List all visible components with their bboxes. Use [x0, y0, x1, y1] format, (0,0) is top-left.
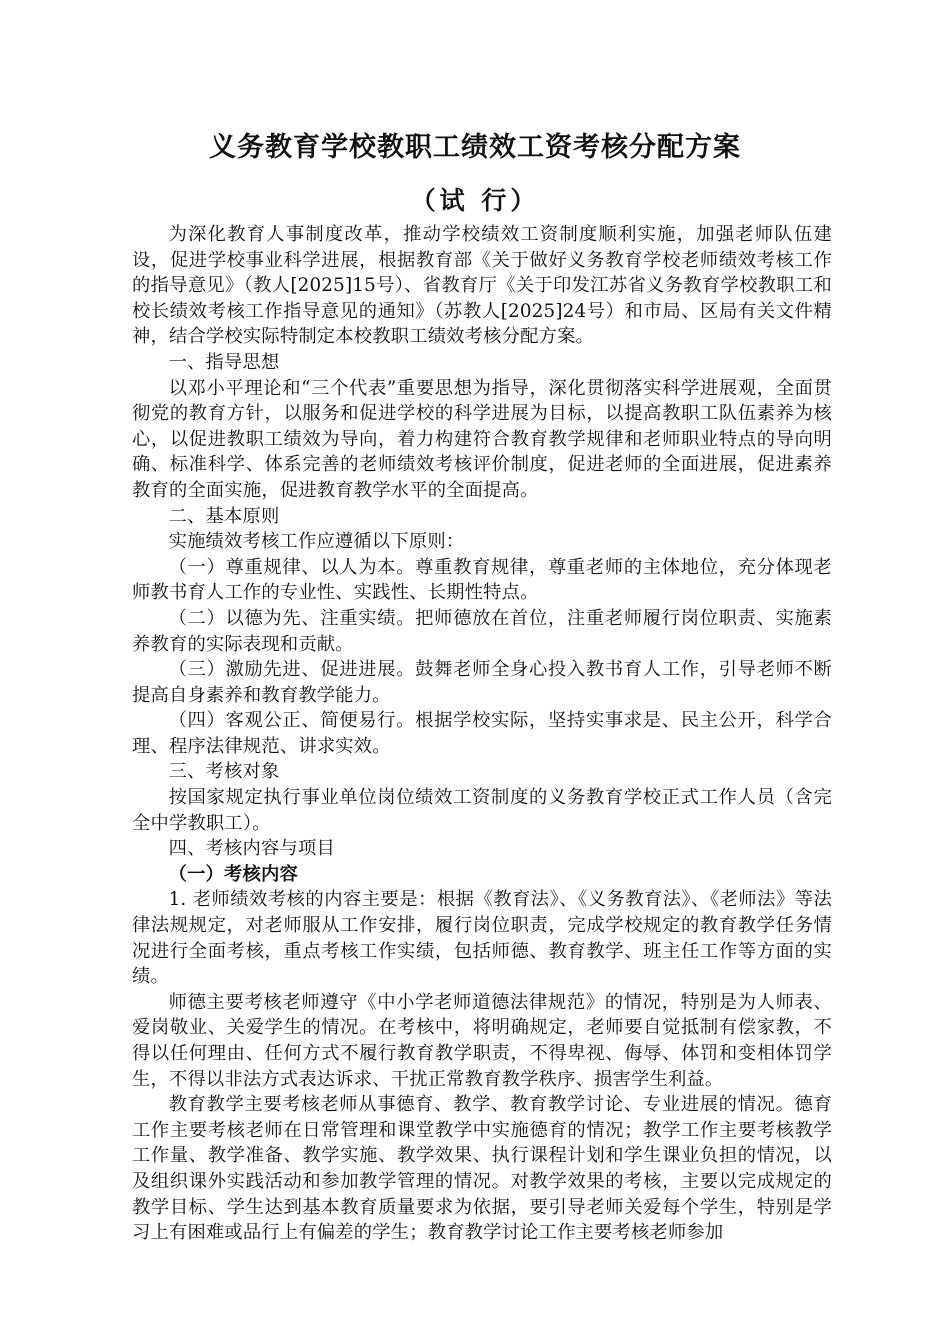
section-heading: 四、考核内容与项目 — [168, 838, 335, 860]
section-heading: 二、基本原则 — [168, 505, 280, 527]
document-title: 义务教育学校教职工绩效工资考核分配方案 — [209, 132, 741, 163]
paragraph: 实施绩效考核工作应遵循以下原则： — [168, 531, 465, 553]
paragraph: 师德主要考核老师遵守《中小学老师道德法律规范》的情况，特别是为人师表、爱岗敬业、关爱学生的情况。在考核中，将明确规定，老师要自觉抵制有偿家教，不得以任何理由、任何方式不履行教育教学职责，不得卑视、侮辱、体罚和变相体罚学生，不得以非法方式表达诉求、干扰正常教育教学秩序、损害学生利益。 — [132, 991, 832, 1090]
paragraph: （一）尊重规律、以人为本。尊重教育规律，尊重老师的主体地位，充分体现老师教书育人工作的专业性、实践性、长期性特点。 — [132, 556, 832, 604]
document-subtitle: （试 行） — [410, 186, 540, 215]
section-heading: （一）考核内容 — [168, 863, 298, 885]
paragraph: （三）激励先进、促进进展。鼓舞老师全身心投入教书育人工作，引导老师不断提高自身素养和教育教学能力。 — [132, 659, 832, 706]
paragraph: 以邓小平理论和“三个代表”重要思想为指导，深化贯彻落实科学进展观，全面贯彻党的教育方针，以服务和促进学校的科学进展为目标，以提高教职工队伍素养为核心，以促进教职工绩效为导向，着力构建符合教育教学规律和老师职业特点的导向明确、标准科学、体系完善的老师绩效考核评价制度，促进老师的全面进展，促进素养教育的全面实施，促进教育教学水平的全面提高。 — [132, 377, 832, 501]
paragraph: 按国家规定执行事业单位岗位绩效工资制度的义务教育学校正式工作人员（含完全中学教职工）。 — [132, 787, 832, 834]
paragraph: （四）客观公正、简便易行。根据学校实际，坚持实事求是、民主公开，科学合理、程序法律规范、讲求实效。 — [132, 710, 832, 757]
document-body — [132, 222, 832, 1246]
paragraph: 1. 老师绩效考核的内容主要是：根据《教育法》、《义务教育法》、《老师法》等法律法规规定，对老师服从工作安排，履行岗位职责，完成学校规定的教育教学任务情况进行全面考核，重点考核工作实绩，包括师德、教育教学、班主任工作等方面的实绩。 — [132, 889, 832, 988]
section-heading: 一、指导思想 — [168, 351, 280, 373]
paragraph: 教育教学主要考核老师从事德育、教学、教育教学讨论、专业进展的情况。德育工作主要考核老师在日常管理和课堂教学中实施德育的情况；教学工作主要考核教学工作量、教学准备、教学实施、教学效果、执行课程计划和学生课业负担的情况，以及组织课外实践活动和参加教学管理的情况。对教学效果的考核，主要以完成规定的教学目标、学生达到基本教育质量要求为依据，要引导老师关爱每个学生，特别是学习上有困难或品行上有偏差的学生；教育教学讨论工作主要考核老师参加 — [132, 1094, 832, 1244]
paragraph: （二）以德为先、注重实绩。把师德放在首位，注重老师履行岗位职责、实施素养教育的实际表现和贡献。 — [132, 607, 832, 655]
paragraph: 为深化教育人事制度改革，推动学校绩效工资制度顺利实施，加强老师队伍建设，促进学校事业科学进展，根据教育部《关于做好义务教育学校老师绩效考核工作的指导意见》（教人[2025]15号）、省教育厅《关于印发江苏省义务教育学校教职工和校长绩效考核工作指导意见的通知》（苏教人[2025]24号）和市局、区局有关文件精神，结合学校实际特制定本校教职工绩效考核分配方案。 — [132, 224, 832, 348]
section-heading: 三、考核对象 — [168, 761, 280, 783]
